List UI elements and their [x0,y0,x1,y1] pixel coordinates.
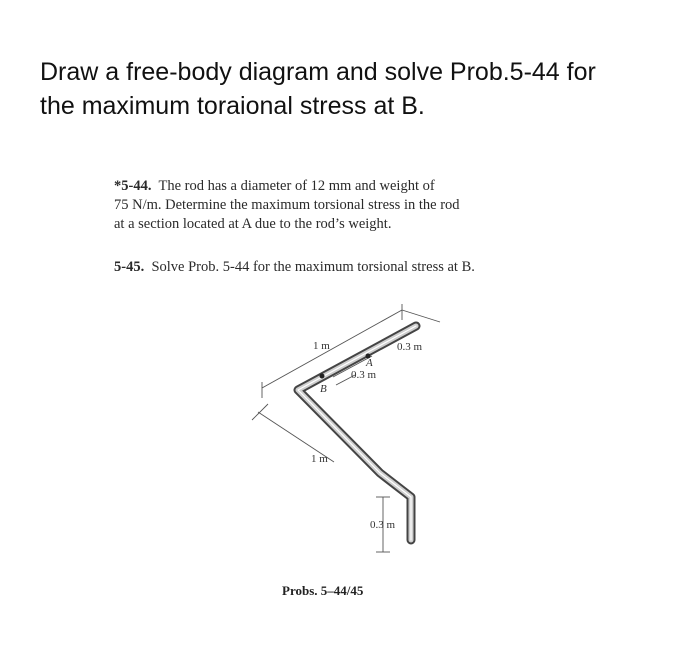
dim-label-1m-top: 1 m [313,340,330,352]
problem-number: *5-44. [114,178,152,194]
question-line-2: the maximum toraional stress at B. [40,92,425,120]
dim-label-03m-mid: 0.3 m [351,369,377,381]
dim-label-03m-top: 0.3 m [397,341,423,353]
problem-line: at a section located at A due to the rod’s weight. [114,216,392,232]
question-line-1: Draw a free-body diagram and solve Prob.5-44 for [40,58,596,86]
point-b-label: B [320,383,327,395]
figure-caption: Probs. 5–44/45 [282,583,364,598]
problem-number: 5-45. [114,259,145,275]
problem-line: The rod has a diameter of 12 mm and weight of [158,178,435,194]
point-b-marker [320,374,325,379]
problem-line: 75 N/m. Determine the maximum torsional stress in the rod [114,197,460,213]
dim-label-03m-bottom: 0.3 m [370,519,396,531]
dim-label-1m-left: 1 m [311,453,328,465]
point-a-label: A [366,357,373,369]
problem-line: Solve Prob. 5-44 for the maximum torsional stress at B. [151,259,475,275]
